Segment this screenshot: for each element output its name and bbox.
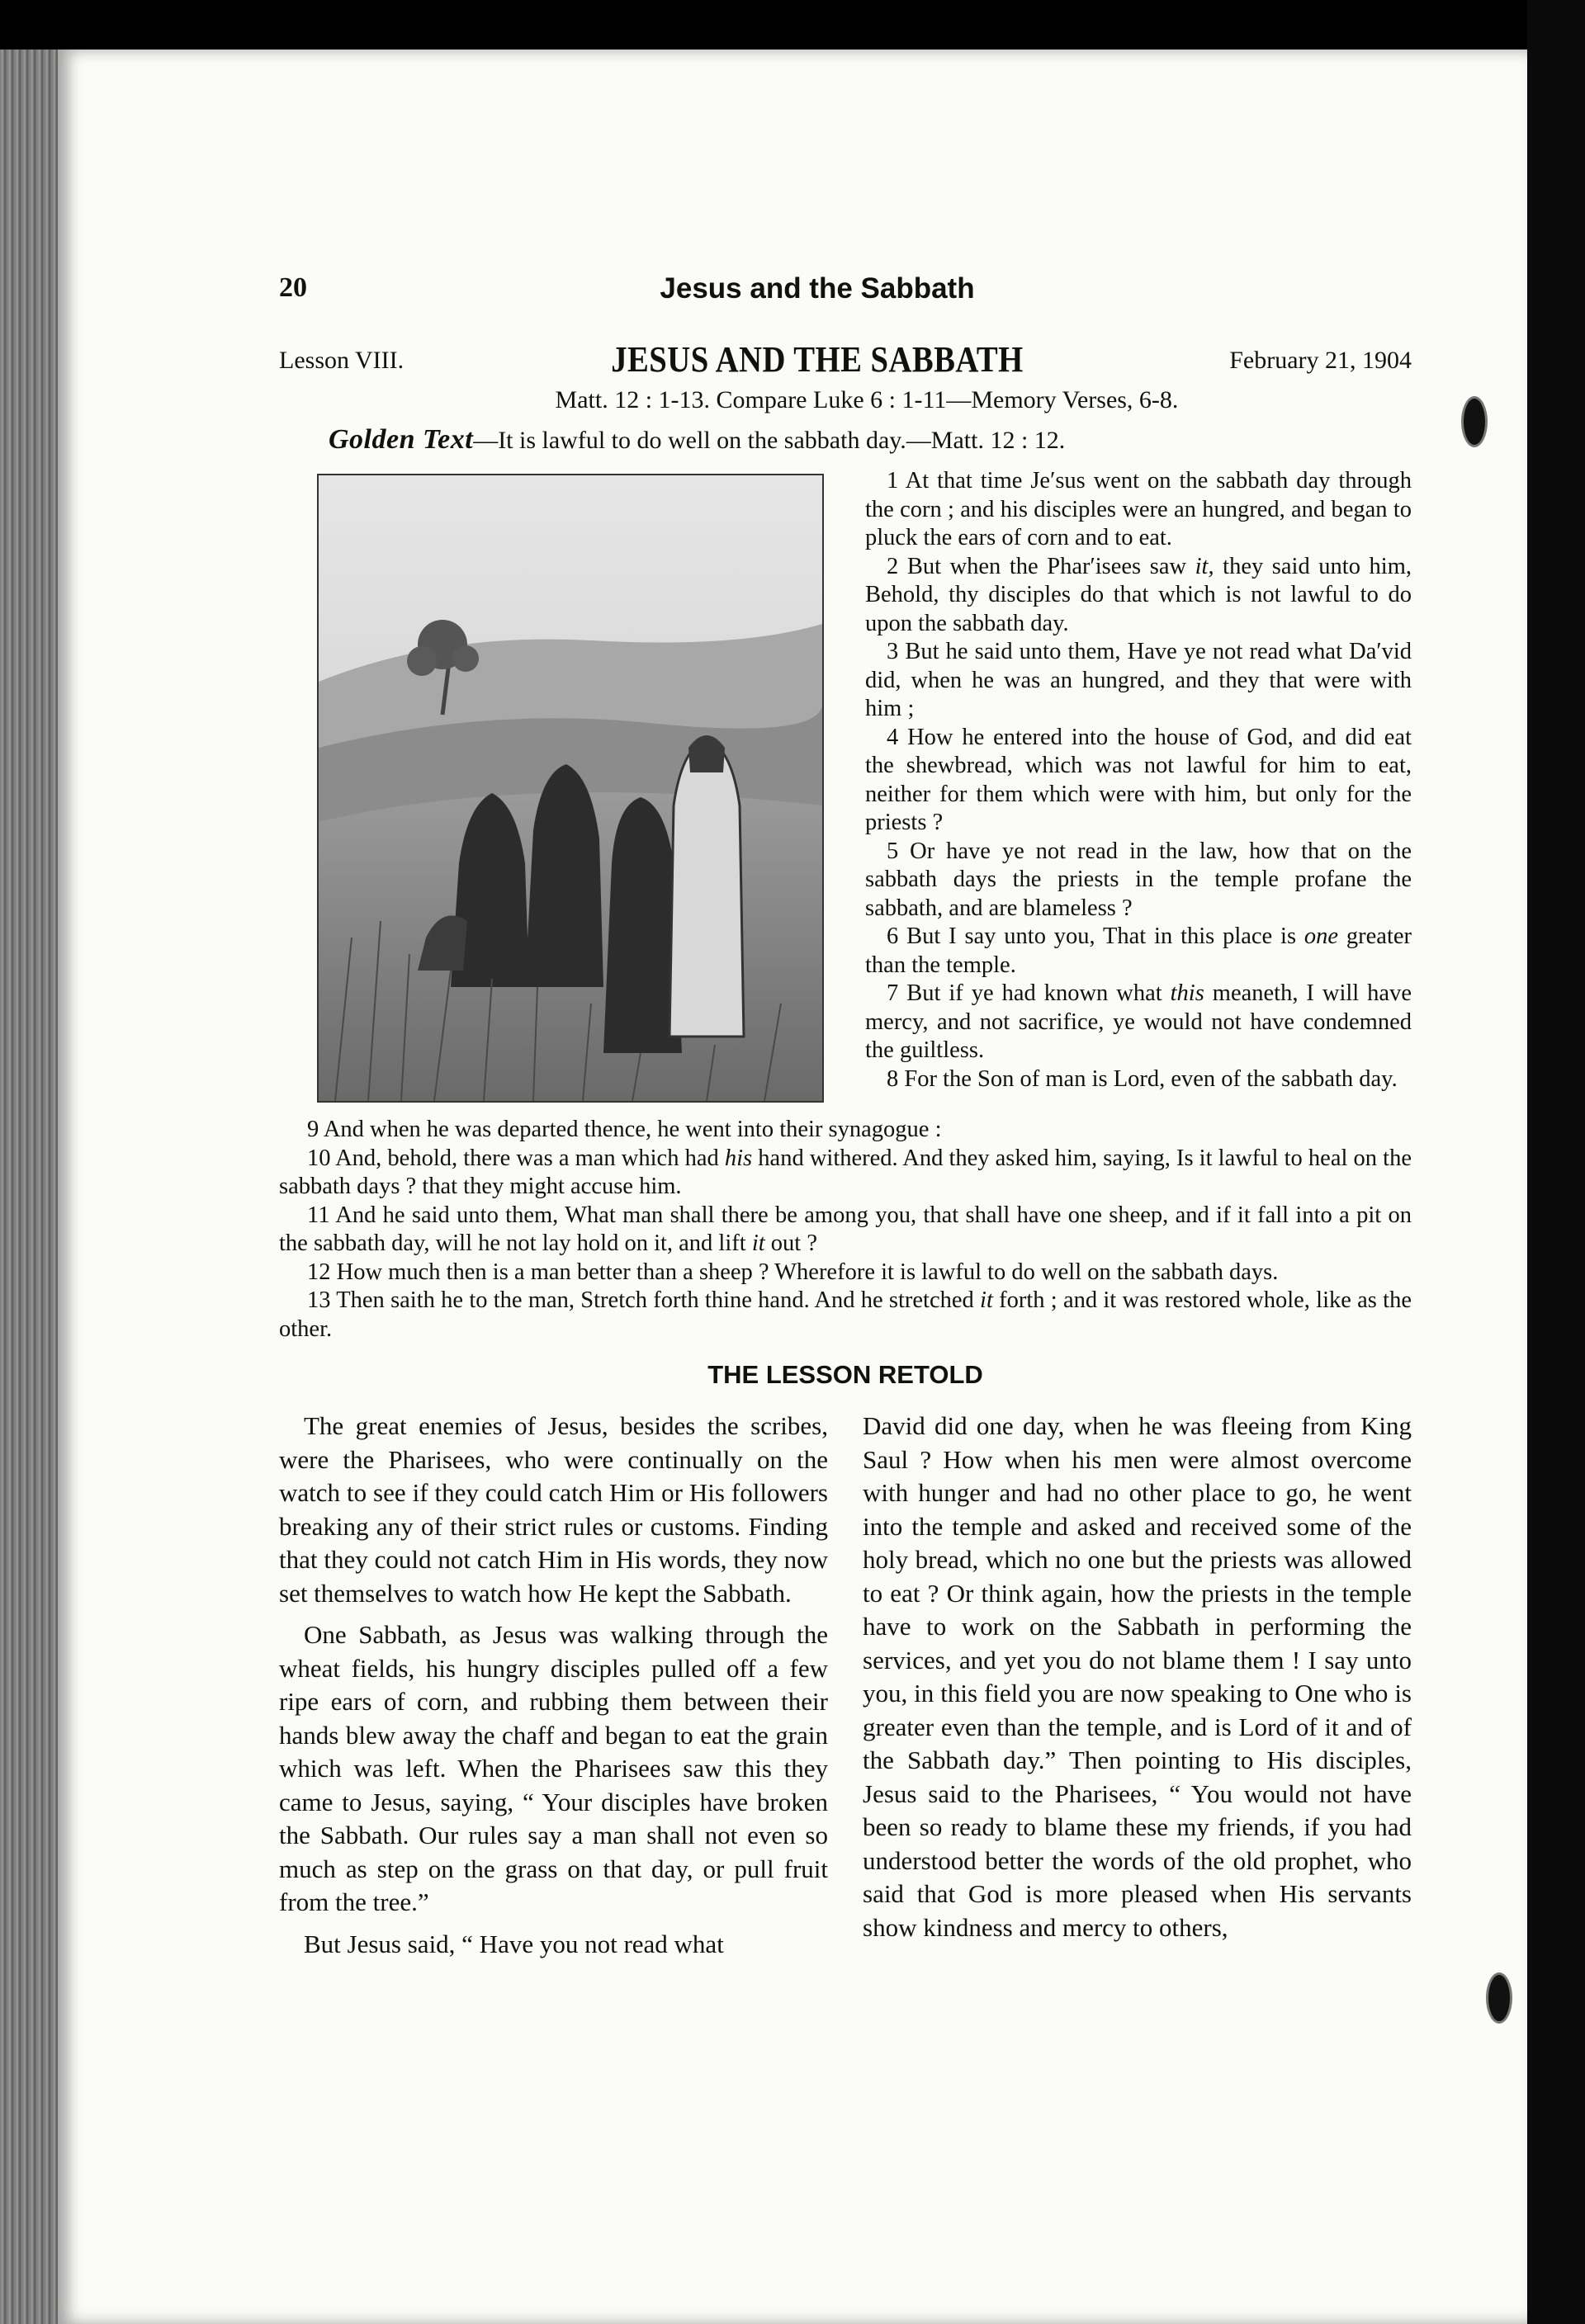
book-page-edges xyxy=(0,50,58,2324)
verse-emphasis: it xyxy=(751,1230,765,1256)
verse-1 xyxy=(865,467,1412,553)
verse-8 xyxy=(865,1065,1412,1094)
verse-number: 3 xyxy=(887,639,899,664)
verse-text: Or have ye not read in the law, how that on the sabbath days the priests in the temple profane the sabbath, and are blameless ? xyxy=(865,838,1412,921)
binding-hole-icon xyxy=(1461,396,1488,447)
running-title: Jesus and the Sabbath xyxy=(660,272,975,305)
verses-1-8 xyxy=(865,467,1412,1094)
verse-emphasis: his xyxy=(724,1145,753,1171)
lesson-retold xyxy=(223,1410,1412,1961)
retold-paragraph: But Jesus said, “ Have you not read what xyxy=(304,1929,724,1958)
verse-text: forth ; and it was restored whole, like as the other. xyxy=(279,1287,1412,1342)
verse-emphasis: this xyxy=(1170,980,1204,1006)
verse-number: 4 xyxy=(887,724,899,750)
binding-hole-icon xyxy=(1486,1972,1512,2024)
verse-number: 2 xyxy=(887,553,899,579)
verse-emphasis: one xyxy=(1303,923,1339,949)
retold-right-column xyxy=(863,1410,1412,1961)
verse-text: hand withered. And they asked him, saying, Is it lawful to heal on the sabbath days ? that they might accuse him. xyxy=(279,1145,1412,1199)
verse-text: But he said unto them, Have ye not read what Da′vid did, when he was an hungred, and they that were with him ; xyxy=(865,639,1412,721)
running-head xyxy=(223,272,1412,322)
verse-text: For the Son of man is Lord, even of the sabbath day. xyxy=(904,1065,1398,1092)
verse-6 xyxy=(865,923,1412,980)
verse-number: 13 xyxy=(307,1287,331,1313)
verse-number: 8 xyxy=(887,1065,899,1092)
disciples-in-grainfield-illustration xyxy=(317,474,824,1103)
verse-text: At that time Je′sus went on the sabbath day through the corn ; and his disciples were an hungred, and began to pluck the ears of corn and to eat. xyxy=(865,468,1412,550)
verse-text: they said unto him, Behold, thy disciples do that which is not lawful to do upon the sabbath day. xyxy=(865,553,1412,636)
verse-number: 1 xyxy=(887,468,899,494)
verse-7 xyxy=(865,980,1412,1065)
verse-emphasis: it xyxy=(980,1287,993,1313)
lesson-title: JESUS AND THE SABBATH xyxy=(611,339,1024,380)
verse-2 xyxy=(865,553,1412,639)
lesson-retold-heading: THE LESSON RETOLD xyxy=(707,1360,983,1389)
verse-number: 10 xyxy=(307,1145,331,1171)
verse-11 xyxy=(279,1202,1412,1259)
retold-paragraph: David did one day, when he was fleeing from King Saul ? How when his men were almost overcome with hunger and had no other place to go, he went into the temple and asked and received some of the holy bread, which no one but the priests was allowed to eat ? Or think again, how the priests in the temple have to work on the Sabbath in performing the services, and yet you do not blame them ! I say unto you, in this field you are now speaking to One who is greater even than the temple, and is Lord of it and of the Sabbath day.” Then pointing to His disciples, Jesus said to the Pharisees, “ You would not have been so ready to blame these my friends, if you had understood better the words of the old prophet, who said that God is more pleased when His servants show kindness and mercy to others, xyxy=(863,1411,1412,1942)
page-number: 20 xyxy=(279,272,307,303)
verse-number: 9 xyxy=(307,1117,319,1142)
page-content xyxy=(223,272,1412,1961)
verse-text: But I say unto you, That in this place is xyxy=(906,923,1304,949)
retold-paragraph: One Sabbath, as Jesus was walking through the wheat fields, his hungry disciples pulled off a few ripe ears of corn, and rubbing them between their hands blew away the chaff and began to eat the grain which was left. When the Pharisees saw this they came to Jesus, saying, “ Your disciples have broken the Sabbath. Our rules say a man shall not even so much as step on the grass on that day, or pull fruit from the tree.” xyxy=(279,1620,828,1916)
verse-12 xyxy=(279,1259,1412,1287)
grainfield-scene-icon xyxy=(319,475,822,1101)
verse-text: out ? xyxy=(764,1230,817,1256)
verse-13 xyxy=(279,1287,1412,1344)
verse-text: greater than the temple. xyxy=(865,923,1412,978)
verse-text: How he entered into the house of God, and did eat the shewbread, which was not lawful for him to eat, neither for them which were with him, but only for the priests ? xyxy=(865,724,1412,835)
verse-5 xyxy=(865,838,1412,923)
lesson-number: Lesson VIII. xyxy=(279,347,405,374)
verse-number: 12 xyxy=(307,1259,331,1285)
scripture-with-illustration xyxy=(223,467,1412,1111)
verse-text: But if ye had known what xyxy=(906,980,1171,1006)
verse-number: 6 xyxy=(887,923,899,949)
verse-number: 5 xyxy=(887,838,899,864)
verse-text: And he said unto them, What man shall there be among you, that shall have one sheep, and if it fall into a pit on the sabbath day, will he not lay hold on it, and lift xyxy=(279,1202,1412,1256)
verse-text: Then saith he to the man, Stretch forth thine hand. And he stretched xyxy=(336,1287,981,1313)
verses-9-13 xyxy=(223,1116,1412,1344)
verse-text: But when the Phar′isees saw xyxy=(906,553,1195,579)
scan-border xyxy=(1527,0,1585,2324)
lesson-date: February 21, 1904 xyxy=(1229,347,1412,374)
verse-number: 7 xyxy=(887,980,899,1006)
verse-10 xyxy=(279,1145,1412,1202)
verse-3 xyxy=(865,638,1412,724)
verse-text: And when he was departed thence, he went into their synagogue : xyxy=(323,1117,942,1142)
lesson-header xyxy=(223,338,1412,386)
verse-9 xyxy=(279,1116,1412,1145)
verse-text: How much then is a man better than a sheep ? Wherefore it is lawful to do well on the sabbath days. xyxy=(336,1259,1279,1285)
golden-text xyxy=(223,424,1412,456)
verse-4 xyxy=(865,724,1412,838)
golden-text-label: Golden Text xyxy=(329,424,474,455)
verse-text: And, behold, there was a man which had xyxy=(335,1145,725,1171)
verse-emphasis: it, xyxy=(1195,553,1214,579)
verse-text: meaneth, I will have mercy, and not sacrifice, ye would not have condemned the guiltless. xyxy=(865,980,1412,1063)
golden-text-body: —It is lawful to do well on the sabbath day.—Matt. 12 : 12. xyxy=(473,427,1066,454)
scripture-reference: Matt. 12 : 1-13. Compare Luke 6 : 1-11—Memory Verses, 6-8. xyxy=(555,386,1179,413)
verse-number: 11 xyxy=(307,1202,330,1228)
retold-left-column xyxy=(279,1410,828,1961)
retold-paragraph: The great enemies of Jesus, besides the scribes, were the Pharisees, who were continually on the watch to see if they could catch Him or His followers breaking any of their strict rules or customs. Finding that they could not catch Him in His words, they now set themselves to watch how He kept the Sabbath. xyxy=(279,1411,828,1608)
